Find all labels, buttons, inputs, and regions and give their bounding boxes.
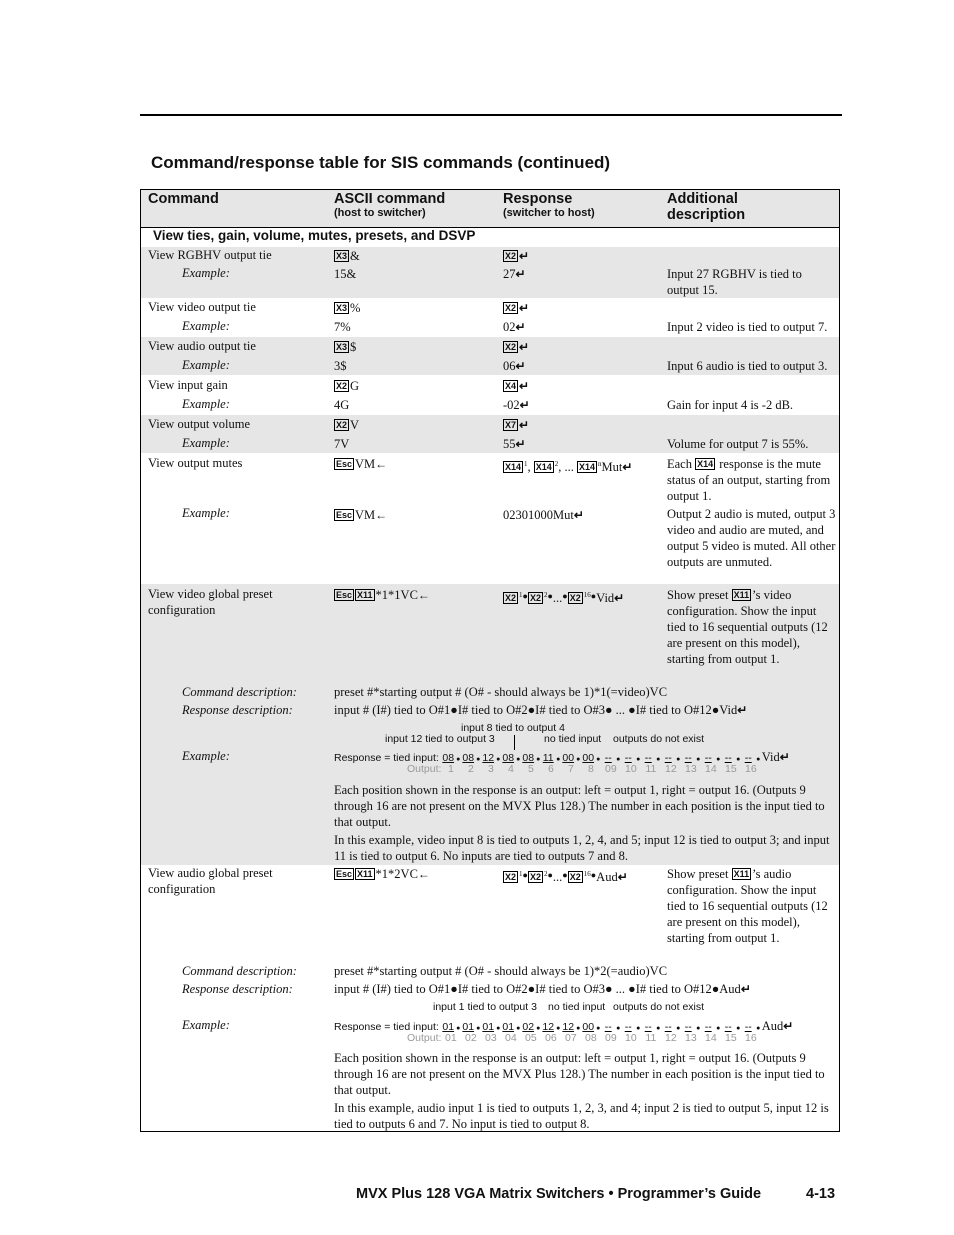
example-label: Example: [182, 506, 230, 520]
sequence-item: 00 [562, 752, 575, 764]
sequence-item: 11 [645, 1032, 657, 1044]
ex-resp-rgbhv-value: 27 [503, 267, 516, 281]
ex-desc-audio: Input 6 audio is tied to output 3. [667, 359, 828, 373]
sequence-item: 05 [525, 1032, 537, 1044]
sequence-item: 16 [745, 1032, 757, 1044]
var-x2: X2 [569, 593, 581, 603]
sequence-item: 13 [685, 763, 697, 775]
esc-key: Esc [336, 510, 353, 520]
var-x14: X14 [579, 462, 596, 472]
sequence-item: 2 [467, 763, 474, 775]
return-arrow-icon: ↵ [519, 249, 530, 263]
ex-ascii-mutes-suffix: VM [355, 508, 376, 522]
var-x2: X2 [505, 342, 517, 352]
note1-video: Each position shown in the response is an output: left = output 1, right = output 16. (Outputs 9 through 16 are not present on the MVX Plus 128.) The number in each position is the input tied to that output. [334, 783, 825, 829]
header-ascii-title: ASCII command [334, 191, 446, 207]
bullet-icon: ● [562, 870, 568, 880]
ascii-audio [334, 339, 356, 355]
return-arrow-icon: ↵ [783, 1019, 794, 1033]
header-ascii [334, 191, 445, 220]
bullet-icon: ● [476, 1025, 481, 1032]
bullet-icon: ● [616, 1025, 621, 1032]
return-arrow-icon: ↵ [519, 301, 530, 315]
sequence-item: 10 [625, 1032, 637, 1044]
return-arrow-icon: ↵ [573, 508, 584, 522]
cmd-volume: View output volume [148, 417, 251, 431]
sequence-item: 08 [462, 752, 475, 764]
desc-video-preset-pre: Show preset [667, 588, 732, 602]
sequence-item: 08 [502, 752, 515, 764]
cmd-desc-label: Command description: [182, 964, 297, 978]
var-x7: X7 [505, 420, 517, 430]
cmd-audio: View audio output tie [148, 339, 256, 353]
ex-resp-audio-value: 06 [503, 359, 516, 373]
sup-2: 2 [543, 591, 548, 599]
desc-mutes-post: response is the mute status of an output, starting from output 1. [667, 457, 831, 503]
sequence-item: 00 [582, 1021, 595, 1033]
ascii-volume [334, 417, 359, 433]
sequence-item: 8 [587, 763, 594, 775]
bullet-icon: ● [496, 756, 501, 763]
bullet-icon: ● [636, 1025, 641, 1032]
sequence-item: 11 [645, 763, 657, 775]
return-arrow-icon: ↵ [519, 398, 530, 412]
resp-rgbhv [503, 248, 529, 264]
sequence-item: 06 [545, 1032, 557, 1044]
sequence-item: 00 [582, 752, 595, 764]
sequence-item: 3 [487, 763, 494, 775]
sis-command-table [140, 189, 840, 1132]
ex-resp-video-value: 02 [503, 320, 516, 334]
example-label: Example: [182, 749, 230, 763]
var-x3: X3 [336, 303, 348, 313]
bullet-icon: ● [590, 591, 597, 601]
var-x2: X2 [529, 593, 541, 603]
bullet-icon: ● [736, 756, 741, 763]
note2-video: In this example, video input 8 is tied to outputs 1, 2, 4, and 5; input 12 is tied to output 3; and input 11 is tied to output 6. No inputs are tied to outputs 7 and 8. [334, 833, 830, 863]
sequence-item: 12 [665, 763, 677, 775]
resp-mutes-tail: Mut [601, 460, 623, 474]
sup-1: 1 [519, 591, 523, 599]
resp-gain [503, 378, 529, 394]
cmd-audio-preset: View audio global preset configuration [148, 866, 273, 896]
ex-resp-volume [503, 436, 526, 452]
sequence-item: 12 [542, 1021, 555, 1033]
sequence-item: 01 [442, 1021, 455, 1033]
resp-desc-audio-text: input # (I#) tied to O#1●I# tied to O#2●I# tied to O#3● ... ●I# tied to O#12●Aud [334, 982, 741, 996]
var-x2: X2 [505, 303, 517, 313]
ex-desc-rgbhv: Input 27 RGBHV is tied to output 15. [667, 267, 802, 297]
ex-resp-video [503, 319, 526, 335]
return-arrow-icon: ↵ [737, 703, 748, 717]
sequence-item: -- [624, 752, 632, 764]
resp-label: Response = tied input: [334, 1021, 439, 1033]
resp-sep: , ... [558, 460, 578, 474]
var-x14: X14 [505, 462, 522, 472]
sup-16: 16 [583, 591, 591, 599]
ex-ascii-mutes [334, 507, 387, 523]
sequence-item: 11 [542, 752, 554, 764]
table-header [141, 190, 839, 228]
desc-audio-preset-pre: Show preset [667, 867, 732, 881]
sequence-item: 12 [562, 1021, 575, 1033]
resp-audio-preset [503, 866, 628, 885]
audio-outputs [444, 1032, 764, 1044]
sequence-item: -- [724, 752, 732, 764]
ex-ascii-gain: 4G [334, 398, 350, 412]
callout-tick [514, 735, 515, 750]
var-x11: X11 [733, 869, 750, 879]
return-arrow-icon: ↵ [515, 267, 526, 281]
resp-desc-label: Response description: [182, 982, 293, 996]
example-label: Example: [182, 1018, 230, 1032]
ex-resp-rgbhv [503, 266, 526, 282]
sequence-item: 03 [485, 1032, 497, 1044]
example-label: Example: [182, 266, 230, 280]
bullet-icon: ● [456, 1025, 461, 1032]
var-x2: X2 [569, 872, 581, 882]
sequence-item: 16 [745, 763, 757, 775]
resp-audio-preset-tail: Aud [596, 870, 618, 884]
note2-audio: In this example, audio input 1 is tied to outputs 1, 2, 3, and 4; input 2 is tied to output 5, input 12 is tied to outputs 6 and 7. No input is tied to output 8. [334, 1101, 829, 1131]
annotation-left: input 12 tied to output 3 [385, 733, 495, 745]
desc-audio-preset-post: ’s audio configuration. Show the input tied to 16 sequential outputs (12 are present on this model), starting from output 1. [667, 867, 828, 945]
sequence-item: 12 [665, 1032, 677, 1044]
sequence-item: 01 [482, 1021, 495, 1033]
bullet-icon: ● [596, 1025, 601, 1032]
header-description [667, 191, 745, 223]
sequence-item: -- [744, 1021, 752, 1033]
resp-tail: Aud [761, 1019, 784, 1033]
sequence-item: -- [684, 752, 692, 764]
var-x11: X11 [733, 590, 750, 600]
bullet-icon: ● [696, 1025, 701, 1032]
annotation-right: outputs do not exist [613, 733, 705, 745]
var-x11: X11 [357, 590, 373, 600]
ex-resp-mutes-value: 02301000Mut [503, 508, 574, 522]
sup-2: 2 [554, 460, 559, 468]
var-x3: X3 [336, 251, 348, 261]
resp-video-preset-tail: Vid [596, 591, 615, 605]
ex-desc-mutes: Output 2 audio is muted, output 3 video and audio are muted, and output 5 video is muted. All other outputs are unmuted. [667, 507, 836, 569]
bullet-icon: ● [547, 870, 553, 880]
return-arrow-icon: ↵ [515, 437, 526, 451]
resp-desc-audio [334, 981, 751, 997]
resp-volume [503, 417, 529, 433]
page-number: 4-13 [806, 1186, 836, 1202]
resp-tail: Vid [761, 750, 780, 764]
header-response [503, 191, 595, 220]
ascii-audio-preset-suffix: *1*2VC [375, 867, 418, 881]
bullet-icon: ● [516, 1025, 521, 1032]
var-x2: X2 [336, 381, 348, 391]
ascii-rgbhv-suffix: & [350, 249, 360, 263]
return-arrow-icon: ↵ [519, 340, 530, 354]
sequence-item: 09 [605, 1032, 617, 1044]
header-ascii-sub: (host to switcher) [334, 207, 426, 219]
sequence-item: 08 [442, 752, 455, 764]
sequence-item: -- [624, 1021, 632, 1033]
ascii-video-preset [334, 587, 430, 603]
annotation-mid: no tied input [544, 733, 602, 745]
sequence-item: 04 [505, 1032, 517, 1044]
desc-audio-preset [667, 866, 835, 946]
sup-16: 16 [583, 870, 591, 878]
bullet-icon: ● [636, 756, 641, 763]
var-x2: X2 [505, 872, 517, 882]
ascii-mutes [334, 456, 387, 472]
header-desc-line2: description [667, 207, 746, 223]
ex-resp-gain [503, 397, 530, 413]
esc-key: Esc [336, 459, 353, 469]
bullet-icon: ● [556, 1025, 561, 1032]
return-arrow-icon: ↵ [515, 320, 526, 334]
sequence-item: 07 [565, 1032, 577, 1044]
ellipsis: ... [552, 591, 563, 605]
left-arrow-icon: ← [375, 508, 388, 522]
footer-title: MVX Plus 128 VGA Matrix Switchers • Programmer’s Guide [356, 1186, 762, 1202]
bullet-icon: ● [547, 591, 553, 601]
var-x11: X11 [357, 869, 373, 879]
resp-desc-video-text: input # (I#) tied to O#1●I# tied to O#2●I# tied to O#3● ... ●I# tied to O#12●Vid [334, 703, 738, 717]
desc-mutes-pre: Each [667, 457, 696, 471]
var-x3: X3 [336, 342, 348, 352]
ex-ascii-video: 7% [334, 320, 351, 334]
sequence-item: 01 [445, 1032, 457, 1044]
sequence-item: 12 [482, 752, 495, 764]
example-outputs-video [407, 763, 764, 775]
ascii-video-suffix: % [350, 301, 361, 315]
resp-label: Response = tied input: [334, 752, 439, 764]
desc-video-preset [667, 587, 835, 667]
esc-key: Esc [336, 590, 353, 600]
sequence-item: -- [704, 1021, 712, 1033]
bullet-icon: ● [756, 1025, 761, 1032]
cmd-desc-video: preset #*starting output # (O# - should always be 1)*1(=video)VC [334, 685, 668, 699]
ex-ascii-rgbhv: 15& [334, 267, 357, 281]
sup-n: n [598, 460, 602, 468]
ex-resp-audio [503, 358, 526, 374]
example-label: Example: [182, 436, 230, 450]
sequence-item: -- [664, 752, 672, 764]
header-command: Command [148, 191, 219, 207]
bullet-icon: ● [456, 756, 461, 763]
sequence-item: -- [644, 1021, 652, 1033]
ascii-rgbhv [334, 248, 360, 264]
return-arrow-icon: ↵ [617, 870, 628, 884]
var-x2: X2 [529, 872, 541, 882]
sup-1: 1 [524, 460, 528, 468]
var-x2: X2 [505, 251, 517, 261]
sequence-item: 02 [522, 1021, 535, 1033]
bullet-icon: ● [676, 1025, 681, 1032]
ex-ascii-volume: 7V [334, 437, 350, 451]
cmd-rgbhv: View RGBHV output tie [148, 248, 272, 262]
page-title: Command/response table for SIS commands (continued) [151, 153, 611, 172]
left-arrow-icon: ← [417, 588, 430, 602]
return-arrow-icon: ↵ [519, 379, 530, 393]
bullet-icon: ● [536, 1025, 541, 1032]
bullet-icon: ● [496, 1025, 501, 1032]
sequence-item: -- [684, 1021, 692, 1033]
bullet-icon: ● [536, 756, 541, 763]
ellipsis: ... [552, 870, 563, 884]
ascii-gain-suffix: G [350, 379, 360, 393]
left-arrow-icon: ← [375, 457, 388, 471]
desc-mutes [667, 456, 835, 504]
left-arrow-icon: ← [417, 867, 430, 881]
sequence-item: 1 [447, 763, 454, 775]
annotation-mid: no tied input [548, 1001, 606, 1013]
example-label: Example: [182, 319, 230, 333]
bullet-icon: ● [590, 870, 597, 880]
return-arrow-icon: ↵ [515, 359, 526, 373]
bullet-icon: ● [556, 756, 561, 763]
cmd-mutes: View output mutes [148, 456, 243, 470]
ex-desc-volume: Volume for output 7 is 55%. [667, 437, 809, 451]
example-outputs-audio [407, 1032, 764, 1044]
var-x2: X2 [336, 420, 348, 430]
example-label: Example: [182, 358, 230, 372]
ex-ascii-audio: 3$ [334, 359, 347, 373]
bullet-icon: ● [576, 756, 581, 763]
ascii-audio-preset [334, 866, 430, 882]
return-arrow-icon: ↵ [519, 418, 530, 432]
resp-video [503, 300, 529, 316]
ascii-audio-suffix: $ [350, 340, 357, 354]
ascii-volume-suffix: V [350, 418, 360, 432]
var-x2: X2 [505, 593, 517, 603]
resp-mutes: X14 $^1$, X14 $^2$, ... X14 $^n$Mut↵ [505, 460, 633, 474]
header-response-sub: (switcher to host) [503, 207, 595, 219]
ex-desc-video: Input 2 video is tied to output 7. [667, 320, 828, 334]
bullet-icon: ● [756, 756, 761, 763]
sequence-item: 5 [527, 763, 534, 775]
sequence-item: 15 [725, 1032, 737, 1044]
out-label: Output: [407, 1032, 442, 1044]
bullet-icon: ● [596, 756, 601, 763]
sup-1: 1 [519, 870, 523, 878]
sequence-item: -- [604, 1021, 612, 1033]
bullet-icon: ● [616, 756, 621, 763]
sequence-item: 01 [502, 1021, 515, 1033]
ascii-video-preset-suffix: *1*1VC [375, 588, 418, 602]
esc-key: Esc [336, 869, 353, 879]
bullet-icon: ● [736, 1025, 741, 1032]
desc-video-preset-post: ’s video configuration. Show the input tied to 16 sequential outputs (12 are present on this model), starting from output 1. [667, 588, 828, 666]
ex-resp-volume-value: 55 [503, 437, 516, 451]
sequence-item: -- [724, 1021, 732, 1033]
sequence-item: 08 [522, 752, 535, 764]
sequence-item: -- [604, 752, 612, 764]
var-x14: X14 [697, 459, 714, 469]
out-label: Output: [407, 763, 442, 775]
bullet-icon: ● [656, 1025, 661, 1032]
resp-desc-label: Response description: [182, 703, 293, 717]
var-x14: X14 [535, 462, 552, 472]
ex-resp-mutes [503, 507, 584, 523]
header-response-title: Response [503, 191, 573, 207]
resp-audio [503, 339, 529, 355]
bullet-icon: ● [716, 756, 721, 763]
note1-audio: Each position shown in the response is an output: left = output 1, right = output 16. (Outputs 9 through 16 are not present on the MVX Plus 128.) The number in each position is the input tied to that output. [334, 1051, 825, 1097]
video-outputs [444, 763, 764, 775]
bullet-icon: ● [656, 756, 661, 763]
ascii-mutes-suffix: VM [355, 457, 376, 471]
sequence-item: 7 [567, 763, 574, 775]
sequence-item: 6 [547, 763, 554, 775]
bullet-icon: ● [696, 756, 701, 763]
return-arrow-icon: ↵ [740, 982, 751, 996]
header-desc-line1: Additional [667, 191, 738, 207]
example-label: Example: [182, 397, 230, 411]
sequence-item: 01 [462, 1021, 475, 1033]
resp-video-preset [503, 587, 624, 606]
sequence-item: 14 [705, 763, 717, 775]
bullet-icon: ● [516, 756, 521, 763]
return-arrow-icon: ↵ [779, 750, 790, 764]
bullet-icon: ● [562, 591, 568, 601]
bullet-icon: ● [716, 1025, 721, 1032]
ex-desc-gain: Gain for input 4 is -2 dB. [667, 398, 794, 412]
bullet-icon: ● [676, 756, 681, 763]
bullet-icon: ● [522, 591, 528, 601]
bullet-icon: ● [476, 756, 481, 763]
annotation-left: input 1 tied to output 3 [433, 1001, 537, 1013]
cmd-video-preset: View video global preset configuration [148, 587, 273, 617]
sequence-item: 4 [507, 763, 514, 775]
sequence-item: 02 [465, 1032, 477, 1044]
ex-resp-gain-value: -02 [503, 398, 520, 412]
sequence-item: 09 [605, 763, 617, 775]
sequence-item: -- [644, 752, 652, 764]
cmd-video: View video output tie [148, 300, 256, 314]
bullet-icon: ● [576, 1025, 581, 1032]
sequence-item: -- [664, 1021, 672, 1033]
sequence-item: 13 [685, 1032, 697, 1044]
sequence-item: 15 [725, 763, 737, 775]
resp-desc-video [334, 702, 747, 718]
return-arrow-icon: ↵ [614, 591, 625, 605]
cmd-desc-audio: preset #*starting output # (O# - should always be 1)*2(=audio)VC [334, 964, 668, 978]
sequence-item: 08 [585, 1032, 597, 1044]
annotation-top: input 8 tied to output 4 [461, 722, 565, 734]
var-x4: X4 [505, 381, 517, 391]
bullet-icon: ● [522, 870, 528, 880]
top-rule [140, 114, 842, 116]
return-arrow-icon: ↵ [622, 460, 633, 474]
section-heading: View ties, gain, volume, mutes, presets, and DSVP [153, 228, 476, 243]
sup-2: 2 [543, 870, 548, 878]
sequence-item: -- [744, 752, 752, 764]
cmd-desc-label: Command description: [182, 685, 297, 699]
sequence-item: 10 [625, 763, 637, 775]
sequence-item: -- [704, 752, 712, 764]
sequence-item: 14 [705, 1032, 717, 1044]
ascii-gain [334, 378, 359, 394]
cmd-gain: View input gain [148, 378, 228, 392]
annotation-right: outputs do not exist [613, 1001, 705, 1013]
ascii-video [334, 300, 360, 316]
